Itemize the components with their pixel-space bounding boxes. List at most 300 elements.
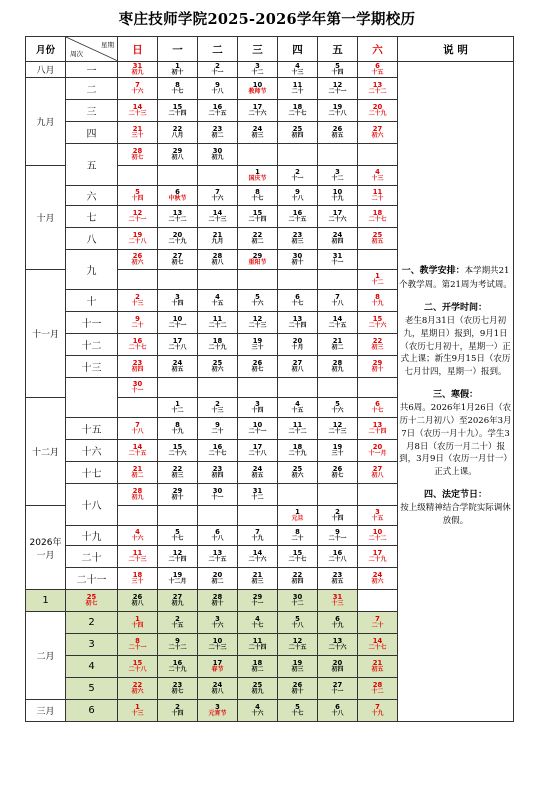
- lunar-date: 国庆节: [248, 175, 267, 183]
- lunar-date: 十八: [131, 428, 144, 436]
- day-cell: [198, 590, 238, 612]
- notes-section-3: [398, 389, 513, 479]
- day-number: 12: [252, 314, 263, 323]
- day-cell: [278, 418, 318, 440]
- calendar-row: [26, 62, 514, 78]
- lunar-date: 十六: [131, 535, 144, 543]
- lunar-date: 十二月: [168, 578, 187, 586]
- day-number: 14: [252, 548, 263, 557]
- lunar-date: 十三: [211, 407, 224, 415]
- day-number: 23: [212, 464, 223, 473]
- day-number: 8: [175, 80, 180, 89]
- notes-panel: [398, 62, 514, 722]
- day-number: 16: [172, 658, 183, 667]
- day-number: 9: [215, 420, 220, 429]
- day-cell: [358, 506, 398, 526]
- weekday-label: 星期: [101, 41, 114, 49]
- day-cell: [198, 206, 238, 228]
- lunar-date: 十四: [331, 69, 344, 77]
- week-number-cell: 十二: [66, 334, 118, 356]
- lunar-date: 初五: [331, 578, 344, 586]
- day-number: 1: [135, 702, 140, 711]
- day-number: 28: [372, 680, 383, 689]
- day-number: 6: [215, 527, 220, 536]
- day-number: 10: [332, 187, 343, 196]
- day-cell: [118, 526, 158, 546]
- day-cell: [358, 568, 398, 590]
- day-cell: [118, 228, 158, 250]
- day-cell: [358, 78, 398, 100]
- day-cell: [118, 590, 158, 612]
- day-number: 24: [172, 358, 183, 367]
- week-number-cell: 2: [66, 612, 118, 634]
- calendar-table: [25, 36, 514, 722]
- day-number: 25: [86, 592, 97, 601]
- day-cell: [278, 612, 318, 634]
- lunar-date: 十四: [171, 710, 184, 718]
- day-number: 4: [375, 167, 380, 176]
- day-number: 5: [135, 187, 140, 196]
- day-cell: [358, 228, 398, 250]
- day-number: 22: [252, 230, 263, 239]
- day-cell: [198, 678, 238, 700]
- day-cell: [278, 484, 318, 506]
- month-cell: 九月: [26, 78, 66, 166]
- day-header-fri: 五: [318, 37, 358, 62]
- day-cell: [198, 546, 238, 568]
- day-cell: [278, 440, 318, 462]
- day-cell: [158, 186, 198, 206]
- day-cell: [278, 186, 318, 206]
- day-number: 4: [135, 527, 140, 536]
- lunar-date: 十四: [131, 195, 144, 203]
- day-cell: [278, 122, 318, 144]
- day-number: 3: [175, 292, 180, 301]
- day-cell: [318, 270, 358, 290]
- day-number: 12: [332, 80, 343, 89]
- day-cell: [318, 526, 358, 546]
- day-cell: [238, 700, 278, 722]
- lunar-date: 十三: [371, 175, 384, 183]
- notes-section-4: [398, 489, 513, 528]
- lunar-date: 初四: [291, 132, 304, 140]
- day-cell: [358, 378, 398, 398]
- day-number: 18: [372, 208, 383, 217]
- month-cell: 八月: [26, 62, 66, 78]
- day-cell: [238, 250, 278, 270]
- lunar-date: 初三: [371, 344, 384, 352]
- day-cell: [278, 144, 318, 166]
- day-cell: [198, 634, 238, 656]
- day-number: 12: [132, 208, 143, 217]
- day-cell: [318, 312, 358, 334]
- lunar-date: 二十二: [368, 535, 387, 543]
- day-number: 3: [335, 167, 340, 176]
- lunar-date: 二十六: [248, 556, 267, 564]
- day-number: 1: [135, 614, 140, 623]
- day-number: 5: [175, 527, 180, 536]
- day-cell: [198, 440, 238, 462]
- lunar-date: 十八: [331, 710, 344, 718]
- day-cell: [118, 122, 158, 144]
- day-number: 13: [292, 314, 303, 323]
- day-number: 24: [252, 464, 263, 473]
- lunar-date: 二十九: [288, 450, 307, 458]
- day-cell: [278, 656, 318, 678]
- day-number: 12: [292, 636, 303, 645]
- day-cell: [358, 356, 398, 378]
- day-number: 28: [132, 486, 143, 495]
- day-number: 9: [215, 80, 220, 89]
- day-cell: [198, 62, 238, 78]
- day-cell: [158, 656, 198, 678]
- day-number: 14: [372, 636, 383, 645]
- day-number: 23: [332, 570, 343, 579]
- day-cell: [238, 526, 278, 546]
- lunar-date: 元宵节: [208, 710, 227, 718]
- day-number: 13: [372, 80, 383, 89]
- day-number: 2: [175, 614, 180, 623]
- day-number: 18: [132, 570, 143, 579]
- day-cell: [358, 546, 398, 568]
- lunar-date: 十六: [251, 300, 264, 308]
- day-cell: [318, 250, 358, 270]
- day-cell: [238, 440, 278, 462]
- day-number: 16: [332, 548, 343, 557]
- notes-header: 说 明: [398, 37, 514, 62]
- lunar-date: 春节: [211, 666, 224, 674]
- lunar-date: 初六: [291, 472, 304, 480]
- lunar-date: 十三: [331, 600, 344, 608]
- lunar-date: 十七: [371, 407, 384, 415]
- month-cell: 十二月: [26, 398, 66, 506]
- day-cell: [358, 334, 398, 356]
- day-number: 24: [332, 230, 343, 239]
- day-cell: [158, 206, 198, 228]
- day-number: 22: [292, 570, 303, 579]
- day-cell: [158, 78, 198, 100]
- lunar-date: 初四: [331, 238, 344, 246]
- day-cell: [198, 612, 238, 634]
- day-cell: [238, 122, 278, 144]
- lunar-date: 初三: [291, 666, 304, 674]
- lunar-date: 十九: [371, 300, 384, 308]
- lunar-date: 初六: [131, 688, 144, 696]
- day-cell: [358, 250, 398, 270]
- day-number: 26: [252, 358, 263, 367]
- day-cell: [66, 590, 118, 612]
- day-number: 27: [332, 680, 343, 689]
- lunar-date: 二十五: [208, 556, 227, 564]
- day-cell: [238, 334, 278, 356]
- day-cell: [278, 568, 318, 590]
- week-number-cell: 十七: [66, 462, 118, 484]
- day-number: 30: [132, 379, 143, 388]
- day-number: 11: [292, 420, 303, 429]
- day-cell: [118, 334, 158, 356]
- day-cell: [238, 656, 278, 678]
- lunar-date: 初二: [211, 132, 224, 140]
- lunar-date: 初四: [211, 472, 224, 480]
- day-cell: [158, 398, 198, 418]
- lunar-date: 二十八: [168, 344, 187, 352]
- notes-section-heading: 三、寒假：: [432, 389, 478, 400]
- day-number: 3: [215, 702, 220, 711]
- notes-section-body: 按上级精神结合学院实际调休放假。: [400, 503, 511, 526]
- lunar-date: 二十八: [248, 450, 267, 458]
- lunar-date: 二十七: [208, 450, 227, 458]
- lunar-date: 十六: [131, 88, 144, 96]
- day-number: 23: [132, 358, 143, 367]
- lunar-date: 二十四: [168, 556, 187, 564]
- day-header-sun: 日: [118, 37, 158, 62]
- lunar-date: 二十六: [328, 216, 347, 224]
- day-cell: [238, 378, 278, 398]
- week-number-cell: 4: [66, 656, 118, 678]
- day-cell: [318, 656, 358, 678]
- day-number: 4: [295, 399, 300, 408]
- day-number: 26: [292, 680, 303, 689]
- day-number: 31: [132, 61, 143, 70]
- day-cell: [118, 484, 158, 506]
- day-number: 17: [332, 208, 343, 217]
- lunar-date: 二十: [211, 428, 224, 436]
- day-number: 22: [172, 124, 183, 133]
- day-number: 13: [332, 636, 343, 645]
- day-cell: [158, 250, 198, 270]
- day-cell: [198, 398, 238, 418]
- month-cell: 十月: [26, 166, 66, 270]
- week-number-cell: 四: [66, 122, 118, 144]
- day-number: 24: [252, 124, 263, 133]
- day-cell: [158, 312, 198, 334]
- day-number: 30: [212, 146, 223, 155]
- lunar-date: 二十一: [168, 322, 187, 330]
- lunar-date: 初七: [131, 154, 144, 162]
- day-cell: [238, 186, 278, 206]
- lunar-date: 二十七: [128, 344, 147, 352]
- day-cell: [198, 484, 238, 506]
- day-number: 27: [372, 464, 383, 473]
- day-cell: [198, 270, 238, 290]
- day-cell: [118, 656, 158, 678]
- day-cell: [358, 484, 398, 506]
- week-number-cell: 七: [66, 206, 118, 228]
- day-cell: [198, 250, 238, 270]
- day-cell: [158, 484, 198, 506]
- week-number-cell: 二十一: [66, 568, 118, 590]
- day-number: 6: [335, 702, 340, 711]
- lunar-date: 十四: [331, 515, 344, 523]
- day-number: 9: [335, 527, 340, 536]
- week-number-cell: 十八: [66, 484, 118, 526]
- day-cell: [238, 270, 278, 290]
- day-cell: [118, 418, 158, 440]
- day-cell: [158, 526, 198, 546]
- day-cell: [318, 356, 358, 378]
- lunar-date: 初六: [131, 259, 144, 267]
- day-number: 31: [332, 592, 343, 601]
- day-number: 2: [335, 507, 340, 516]
- day-number: 18: [292, 442, 303, 451]
- day-cell: [318, 398, 358, 418]
- page-title: 枣庄技师学院2025-2026学年第一学期校历: [118, 11, 416, 28]
- day-cell: [118, 144, 158, 166]
- day-cell: [318, 186, 358, 206]
- day-cell: [278, 700, 318, 722]
- lunar-date: 三十: [331, 450, 344, 458]
- day-cell: [198, 228, 238, 250]
- lunar-date: 二十七: [368, 644, 387, 652]
- day-cell: [158, 462, 198, 484]
- day-cell: [238, 398, 278, 418]
- day-number: 30: [292, 251, 303, 260]
- lunar-date: 二十六: [368, 322, 387, 330]
- week-number-cell: 1: [26, 590, 66, 612]
- day-number: 15: [372, 314, 383, 323]
- day-number: 19: [292, 658, 303, 667]
- day-cell: [278, 62, 318, 78]
- day-number: 31: [252, 486, 263, 495]
- day-number: 10: [372, 527, 383, 536]
- day-cell: [318, 700, 358, 722]
- day-number: 23: [172, 680, 183, 689]
- day-cell: [278, 78, 318, 100]
- day-cell: [358, 270, 398, 290]
- day-number: 29: [252, 251, 263, 260]
- week-number-cell: 十一: [66, 312, 118, 334]
- day-cell: [238, 356, 278, 378]
- day-number: 5: [335, 61, 340, 70]
- lunar-date: 二十九: [208, 344, 227, 352]
- lunar-date: 初八: [171, 154, 184, 162]
- day-number: 27: [172, 592, 183, 601]
- day-cell: [158, 546, 198, 568]
- day-cell: [358, 290, 398, 312]
- day-cell: [198, 334, 238, 356]
- month-header: 月份: [26, 37, 66, 62]
- lunar-date: 十七: [171, 88, 184, 96]
- day-number: 15: [252, 208, 263, 217]
- day-cell: [238, 206, 278, 228]
- day-cell: [318, 462, 358, 484]
- day-cell: [118, 398, 158, 418]
- day-number: 17: [212, 658, 223, 667]
- day-cell: [278, 526, 318, 546]
- day-number: 1: [295, 507, 300, 516]
- lunar-date: 初二: [331, 344, 344, 352]
- notes-section-body: 共6周。2026年1月26日（农历十二月初八）至2026年3月7日（农历一月十九）。学生3月8日（农历一月二十）报到，3月9日（农历一月廿一）正式上课。: [399, 403, 512, 477]
- lunar-date: 二十二: [208, 322, 227, 330]
- day-cell: [278, 100, 318, 122]
- day-cell: [358, 462, 398, 484]
- lunar-date: 三十: [251, 344, 264, 352]
- lunar-date: 初九: [331, 366, 344, 374]
- week-number-cell: 十六: [66, 440, 118, 462]
- day-number: 2: [215, 61, 220, 70]
- lunar-date: 十四: [131, 622, 144, 630]
- week-number-cell: 八: [66, 228, 118, 250]
- lunar-date: 二十八: [128, 666, 147, 674]
- day-cell: [318, 484, 358, 506]
- day-cell: [358, 612, 398, 634]
- lunar-date: 十二: [331, 175, 344, 183]
- day-number: 15: [172, 102, 183, 111]
- day-number: 2: [295, 167, 300, 176]
- day-number: 9: [135, 314, 140, 323]
- lunar-date: 八月: [171, 132, 184, 140]
- day-cell: [358, 678, 398, 700]
- lunar-date: 十六: [211, 622, 224, 630]
- lunar-date: 二十二: [368, 88, 387, 96]
- day-number: 14: [212, 208, 223, 217]
- lunar-date: 三十: [131, 578, 144, 586]
- day-number: 27: [372, 124, 383, 133]
- lunar-date: 二十五: [288, 216, 307, 224]
- day-number: 21: [132, 124, 143, 133]
- lunar-date: 二十三: [128, 556, 147, 564]
- lunar-date: 十七: [251, 622, 264, 630]
- day-cell: [158, 100, 198, 122]
- day-header-tue: 二: [198, 37, 238, 62]
- lunar-date: 二十五: [208, 110, 227, 118]
- lunar-date: 二十三: [208, 216, 227, 224]
- day-number: 13: [212, 548, 223, 557]
- lunar-date: 十一: [331, 259, 344, 267]
- lunar-date: 十一: [131, 387, 144, 395]
- day-number: 14: [132, 102, 143, 111]
- week-label: 周次: [70, 50, 83, 58]
- lunar-date: 初十: [171, 494, 184, 502]
- day-cell: [198, 378, 238, 398]
- day-number: 17: [172, 336, 183, 345]
- day-number: 11: [372, 187, 383, 196]
- day-cell: [158, 634, 198, 656]
- lunar-date: 十一: [251, 600, 264, 608]
- day-cell: [158, 700, 198, 722]
- day-cell: [278, 250, 318, 270]
- week-number-cell: 6: [66, 700, 118, 722]
- lunar-date: 十五: [291, 407, 304, 415]
- day-cell: [278, 590, 318, 612]
- lunar-date: 十八: [291, 195, 304, 203]
- day-cell: [318, 290, 358, 312]
- lunar-date: 十六: [251, 710, 264, 718]
- day-cell: [238, 312, 278, 334]
- lunar-date: 二十六: [328, 644, 347, 652]
- day-cell: [118, 678, 158, 700]
- day-number: 5: [255, 292, 260, 301]
- day-number: 28: [332, 358, 343, 367]
- day-cell: [318, 144, 358, 166]
- lunar-date: 初四: [331, 666, 344, 674]
- day-number: 15: [292, 548, 303, 557]
- day-cell: [158, 590, 198, 612]
- day-cell: [198, 100, 238, 122]
- day-cell: [118, 166, 158, 186]
- day-cell: [238, 290, 278, 312]
- day-cell: [278, 334, 318, 356]
- weekday-week-header: [66, 37, 118, 62]
- day-cell: [238, 166, 278, 186]
- day-cell: [318, 546, 358, 568]
- month-cell: 2026年一月: [26, 506, 66, 590]
- day-cell: [278, 378, 318, 398]
- day-cell: [158, 270, 198, 290]
- lunar-date: 十一: [211, 69, 224, 77]
- lunar-date: 初七: [171, 688, 184, 696]
- day-cell: [158, 378, 198, 398]
